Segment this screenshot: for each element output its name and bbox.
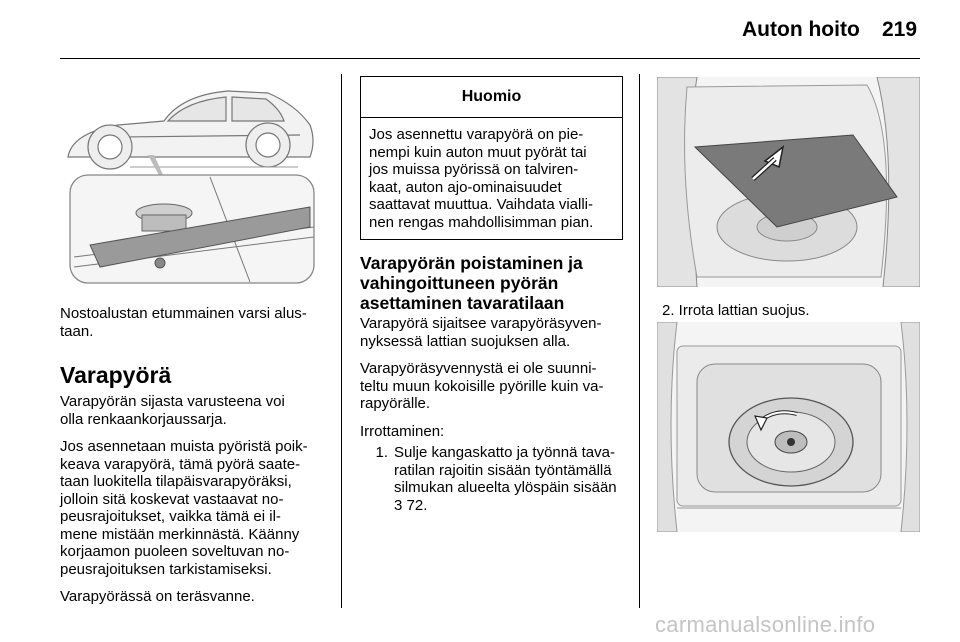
paragraph: Varapyörä sijaitsee varapyöräsyven- nyksessä lattian suojuksen alla.: [360, 315, 602, 350]
column-divider-1: [341, 74, 342, 608]
page-number: 219: [882, 18, 918, 41]
header-rule: [60, 58, 920, 59]
paragraph: Irrottaminen:: [360, 422, 445, 440]
column-divider-2: [639, 74, 640, 608]
note-box: [360, 76, 623, 240]
image-caption: Nostoalustan etummainen varsi alus- taan.: [60, 305, 307, 340]
car-lift-illustration: [60, 77, 323, 287]
paragraph: Varapyörän sijasta varusteena voi olla renkaankorjaussarja.: [60, 393, 285, 428]
watermark: carmanualsonline.info: [655, 612, 876, 637]
trunk-cover-drawing: [657, 77, 920, 287]
note-title: Huomio: [361, 77, 622, 118]
spare-wheel-drawing: [657, 322, 920, 532]
spare-wheel-illustration: [657, 322, 920, 532]
paragraph: Jos asennetaan muista pyöristä poik- keava varapyörä, tämä pyörä saate- taan luokitella tilapäisvarapyöräksi, jolloin sitä koskevat vastaavat no- peusrajoitukset, vaikka tämä ei il- mene mistään merkinnästä. Käänny korjaamon puoleen soveltuvan no- peusrajoituksen tarkistamiseksi.: [60, 438, 308, 578]
step-text: Sulje kangaskatto ja työnnä tava- ratilan rajoitin sisään työntämällä silmukan alueelta ylöspäin sisään 3 72.: [394, 444, 617, 514]
section-heading: Varapyörä: [60, 362, 172, 388]
step-number: 1.: [375, 444, 388, 461]
subsection-heading: Varapyörän poistaminen ja vahingoittuneen pyörän asettaminen tavaratilaan: [360, 253, 583, 313]
car-lift-drawing: [60, 77, 323, 287]
step-2: 2. Irrota lattian suojus.: [662, 302, 810, 319]
paragraph: Varapyörässä on teräsvanne.: [60, 588, 255, 605]
note-text: Jos asennettu varapyörä on pie- nempi kuin auton muut pyörät tai jos muissa pyörissä on talviren- kaat, auton ajo-ominaisuudet saattavat muuttua. Vaihdata vialli- nen rengas mahdollisimman pian.: [369, 126, 594, 231]
header-title: Auton hoito: [742, 18, 860, 41]
step-1: [360, 444, 630, 514]
paragraph: Varapyöräsyvennystä ei ole suunni- teltu muun kokoisille pyörille kuin va- rapyörälle.: [360, 360, 604, 412]
trunk-cover-illustration: [657, 77, 920, 287]
